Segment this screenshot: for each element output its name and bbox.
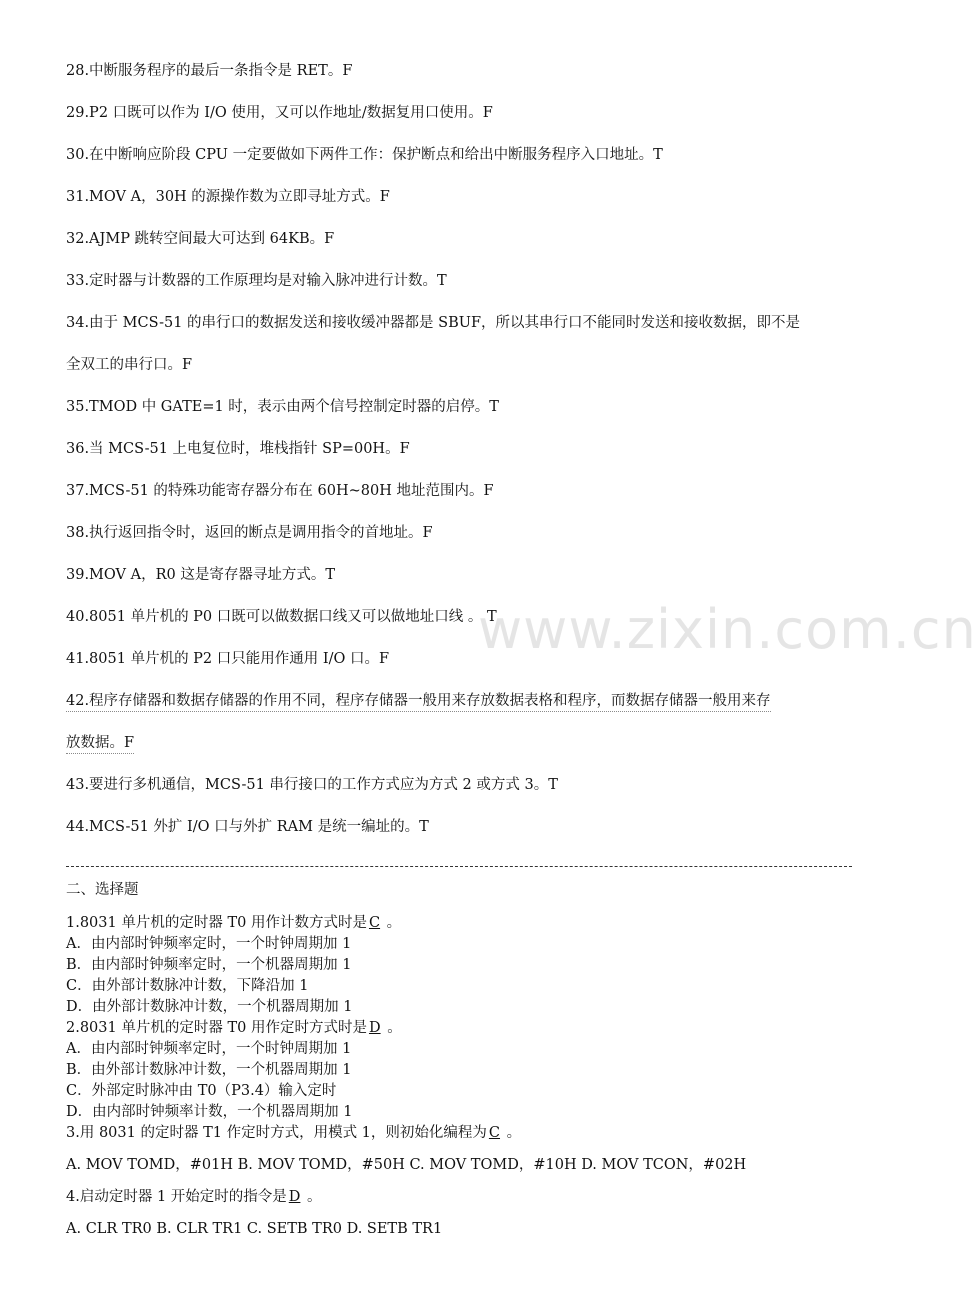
question-2-text: 2.8031 单片机的定时器 T0 用作定时方式时是 <box>66 1020 367 1036</box>
tf-item-28: 28.中断服务程序的最后一条指令是 RET。F <box>66 63 353 79</box>
watermark: www.zixin.com.cn <box>478 598 977 661</box>
tf-item-38: 38.执行返回指令时，返回的断点是调用指令的首地址。F <box>66 525 433 541</box>
tf-item-37: 37.MCS-51 的特殊功能寄存器分布在 60H~80H 地址范围内。F <box>66 483 494 499</box>
question-4-answer: D <box>288 1189 301 1205</box>
question-1-stem <box>66 913 401 933</box>
section-divider <box>66 866 852 867</box>
question-1-option-a: A．由内部时钟频率定时，一个时钟周期加 1 <box>66 936 352 952</box>
tf-item-29: 29.P2 口既可以作为 I/O 使用，又可以作地址/数据复用口使用。F <box>66 105 493 121</box>
tf-item-32: 32.AJMP 跳转空间最大可达到 64KB。F <box>66 231 335 247</box>
tf-item-43: 43.要进行多机通信，MCS-51 串行接口的工作方式应为方式 2 或方式 3。T <box>66 777 558 793</box>
tf-item-33: 33.定时器与计数器的工作原理均是对输入脉冲进行计数。T <box>66 273 447 289</box>
question-4-stem <box>66 1187 322 1207</box>
tf-item-34-cont: 全双工的串行口。F <box>66 357 193 373</box>
question-2-end: 。 <box>382 1020 402 1036</box>
question-2-option-b: B．由外部计数脉冲计数，一个机器周期加 1 <box>66 1062 352 1078</box>
tf-item-30: 30.在中断响应阶段 CPU 一定要做如下两件工作：保护断点和给出中断服务程序入口地址。T <box>66 147 663 163</box>
question-4-options: A. CLR TR0 B. CLR TR1 C. SETB TR0 D. SETB TR1 <box>66 1221 443 1237</box>
question-2-answer: D <box>368 1020 381 1036</box>
question-3-options: A. MOV TOMD，#01H B. MOV TOMD，#50H C. MOV TOMD，#10H D. MOV TCON，#02H <box>66 1157 747 1173</box>
section-title: 二、选择题 <box>66 882 139 898</box>
question-3-text: 3.用 8031 的定时器 T1 作定时方式，用模式 1，则初始化编程为 <box>66 1125 487 1141</box>
question-4-end: 。 <box>302 1189 322 1205</box>
tf-item-42: 42.程序存储器和数据存储器的作用不同，程序存储器一般用来存放数据表格和程序，而数据存储器一般用来存 <box>66 691 771 712</box>
question-2-option-a: A．由内部时钟频率定时，一个时钟周期加 1 <box>66 1041 352 1057</box>
question-2-option-c: C．外部定时脉冲由 T0（P3.4）输入定时 <box>66 1083 337 1099</box>
question-1-option-c: C．由外部计数脉冲计数，下降沿加 1 <box>66 978 309 994</box>
question-1-end: 。 <box>382 915 402 931</box>
tf-item-34: 34.由于 MCS-51 的串行口的数据发送和接收缓冲器都是 SBUF，所以其串行口不能同时发送和接收数据，即不是 <box>66 315 801 331</box>
tf-item-40: 40.8051 单片机的 P0 口既可以做数据口线又可以做地址口线 。 T <box>66 609 497 625</box>
tf-item-35: 35.TMOD 中 GATE=1 时，表示由两个信号控制定时器的启停。T <box>66 399 499 415</box>
question-3-stem <box>66 1123 521 1143</box>
question-2-stem <box>66 1018 402 1038</box>
question-1-option-b: B．由内部时钟频率定时，一个机器周期加 1 <box>66 957 352 973</box>
question-3-end: 。 <box>502 1125 522 1141</box>
tf-item-39: 39.MOV A，R0 这是寄存器寻址方式。T <box>66 567 336 583</box>
tf-item-44: 44.MCS-51 外扩 I/O 口与外扩 RAM 是统一编址的。T <box>66 819 429 835</box>
tf-item-42-cont: 放数据。F <box>66 733 134 754</box>
question-1-option-d: D．由外部计数脉冲计数，一个机器周期加 1 <box>66 999 353 1015</box>
tf-item-36: 36.当 MCS-51 上电复位时，堆栈指针 SP=00H。F <box>66 441 410 457</box>
tf-item-31: 31.MOV A，30H 的源操作数为立即寻址方式。F <box>66 189 390 205</box>
question-2-option-d: D．由内部时钟频率计数，一个机器周期加 1 <box>66 1104 353 1120</box>
question-3-answer: C <box>488 1125 501 1141</box>
question-1-answer: C <box>368 915 381 931</box>
question-4-text: 4.启动定时器 1 开始定时的指令是 <box>66 1189 287 1205</box>
tf-item-41: 41.8051 单片机的 P2 口只能用作通用 I/O 口。F <box>66 651 390 667</box>
question-1-text: 1.8031 单片机的定时器 T0 用作计数方式时是 <box>66 915 367 931</box>
